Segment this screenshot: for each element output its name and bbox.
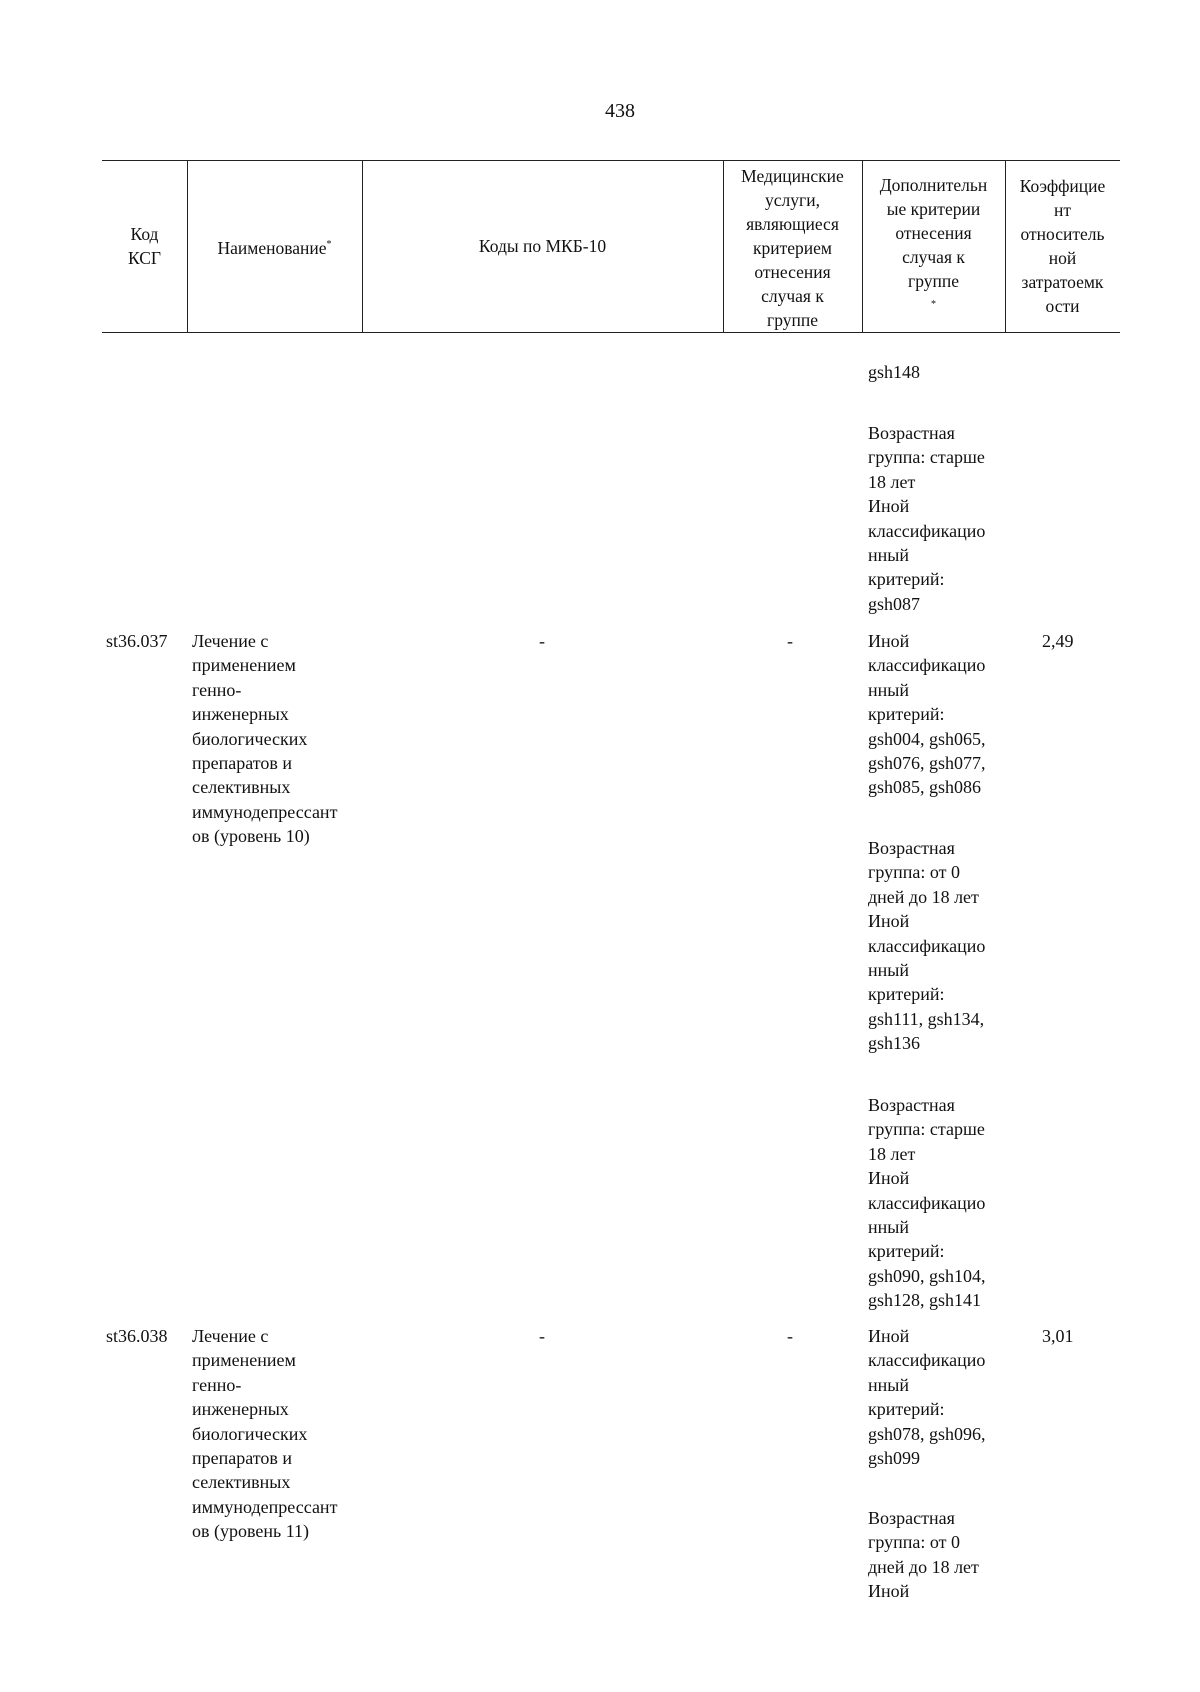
- row-name: Лечение с применением генно- инженерных биологических препаратов и селективных иммунодепрессант ов (уровень 11): [192, 1326, 338, 1542]
- row-criterion: Возрастная группа: от 0 дней до 18 лет Иной классификацио нный критерий: gsh111, gsh134, gsh136: [868, 838, 986, 1054]
- row-criterion: Иной классификацио нный критерий: gsh078, gsh096, gsh099: [868, 1326, 986, 1469]
- header-code: Код КСГ: [127, 224, 162, 268]
- header-mkb: Коды по МКБ-10: [478, 236, 607, 256]
- header-asterisk: *: [326, 238, 332, 250]
- row-name: Лечение с применением генно- инженерных биологических препаратов и селективных иммунодепрессант ов (уровень 10): [192, 631, 338, 847]
- row-mkb: -: [539, 1326, 545, 1346]
- header-coefficient: Коэффицие нт относитель ной затратоемк ости: [1019, 176, 1106, 316]
- row-coefficient: 3,01: [1042, 1326, 1074, 1346]
- header-extra-criteria: Дополнительн ые критерии отнесения случая к группе *: [879, 174, 988, 310]
- row-criterion: Возрастная группа: старше 18 лет Иной классификацио нный критерий: gsh090, gsh104, gsh128, gsh141: [868, 1095, 986, 1311]
- row-criterion: Иной классификацио нный критерий: gsh004, gsh065, gsh076, gsh077, gsh085, gsh086: [868, 631, 986, 798]
- row-criterion: Возрастная группа: от 0 дней до 18 лет Иной: [868, 1508, 979, 1602]
- header-name: Наименование*: [217, 237, 332, 258]
- row-code: st36.038: [106, 1326, 168, 1346]
- row-services: -: [787, 631, 793, 651]
- row-services: -: [787, 1326, 793, 1346]
- header-bottom-rule: [102, 332, 1120, 333]
- continuation-criterion: Возрастная группа: старше 18 лет Иной классификацио нный критерий: gsh087: [868, 423, 986, 614]
- page-number: 438: [605, 100, 635, 122]
- row-coefficient: 2,49: [1042, 631, 1074, 651]
- row-code: st36.037: [106, 631, 168, 651]
- header-services: Медицинские услуги, являющиеся критерием отнесения случая к группе: [741, 166, 844, 330]
- continuation-criterion: gsh148: [868, 362, 921, 382]
- header-extra-asterisk: *: [931, 298, 936, 310]
- row-mkb: -: [539, 631, 545, 651]
